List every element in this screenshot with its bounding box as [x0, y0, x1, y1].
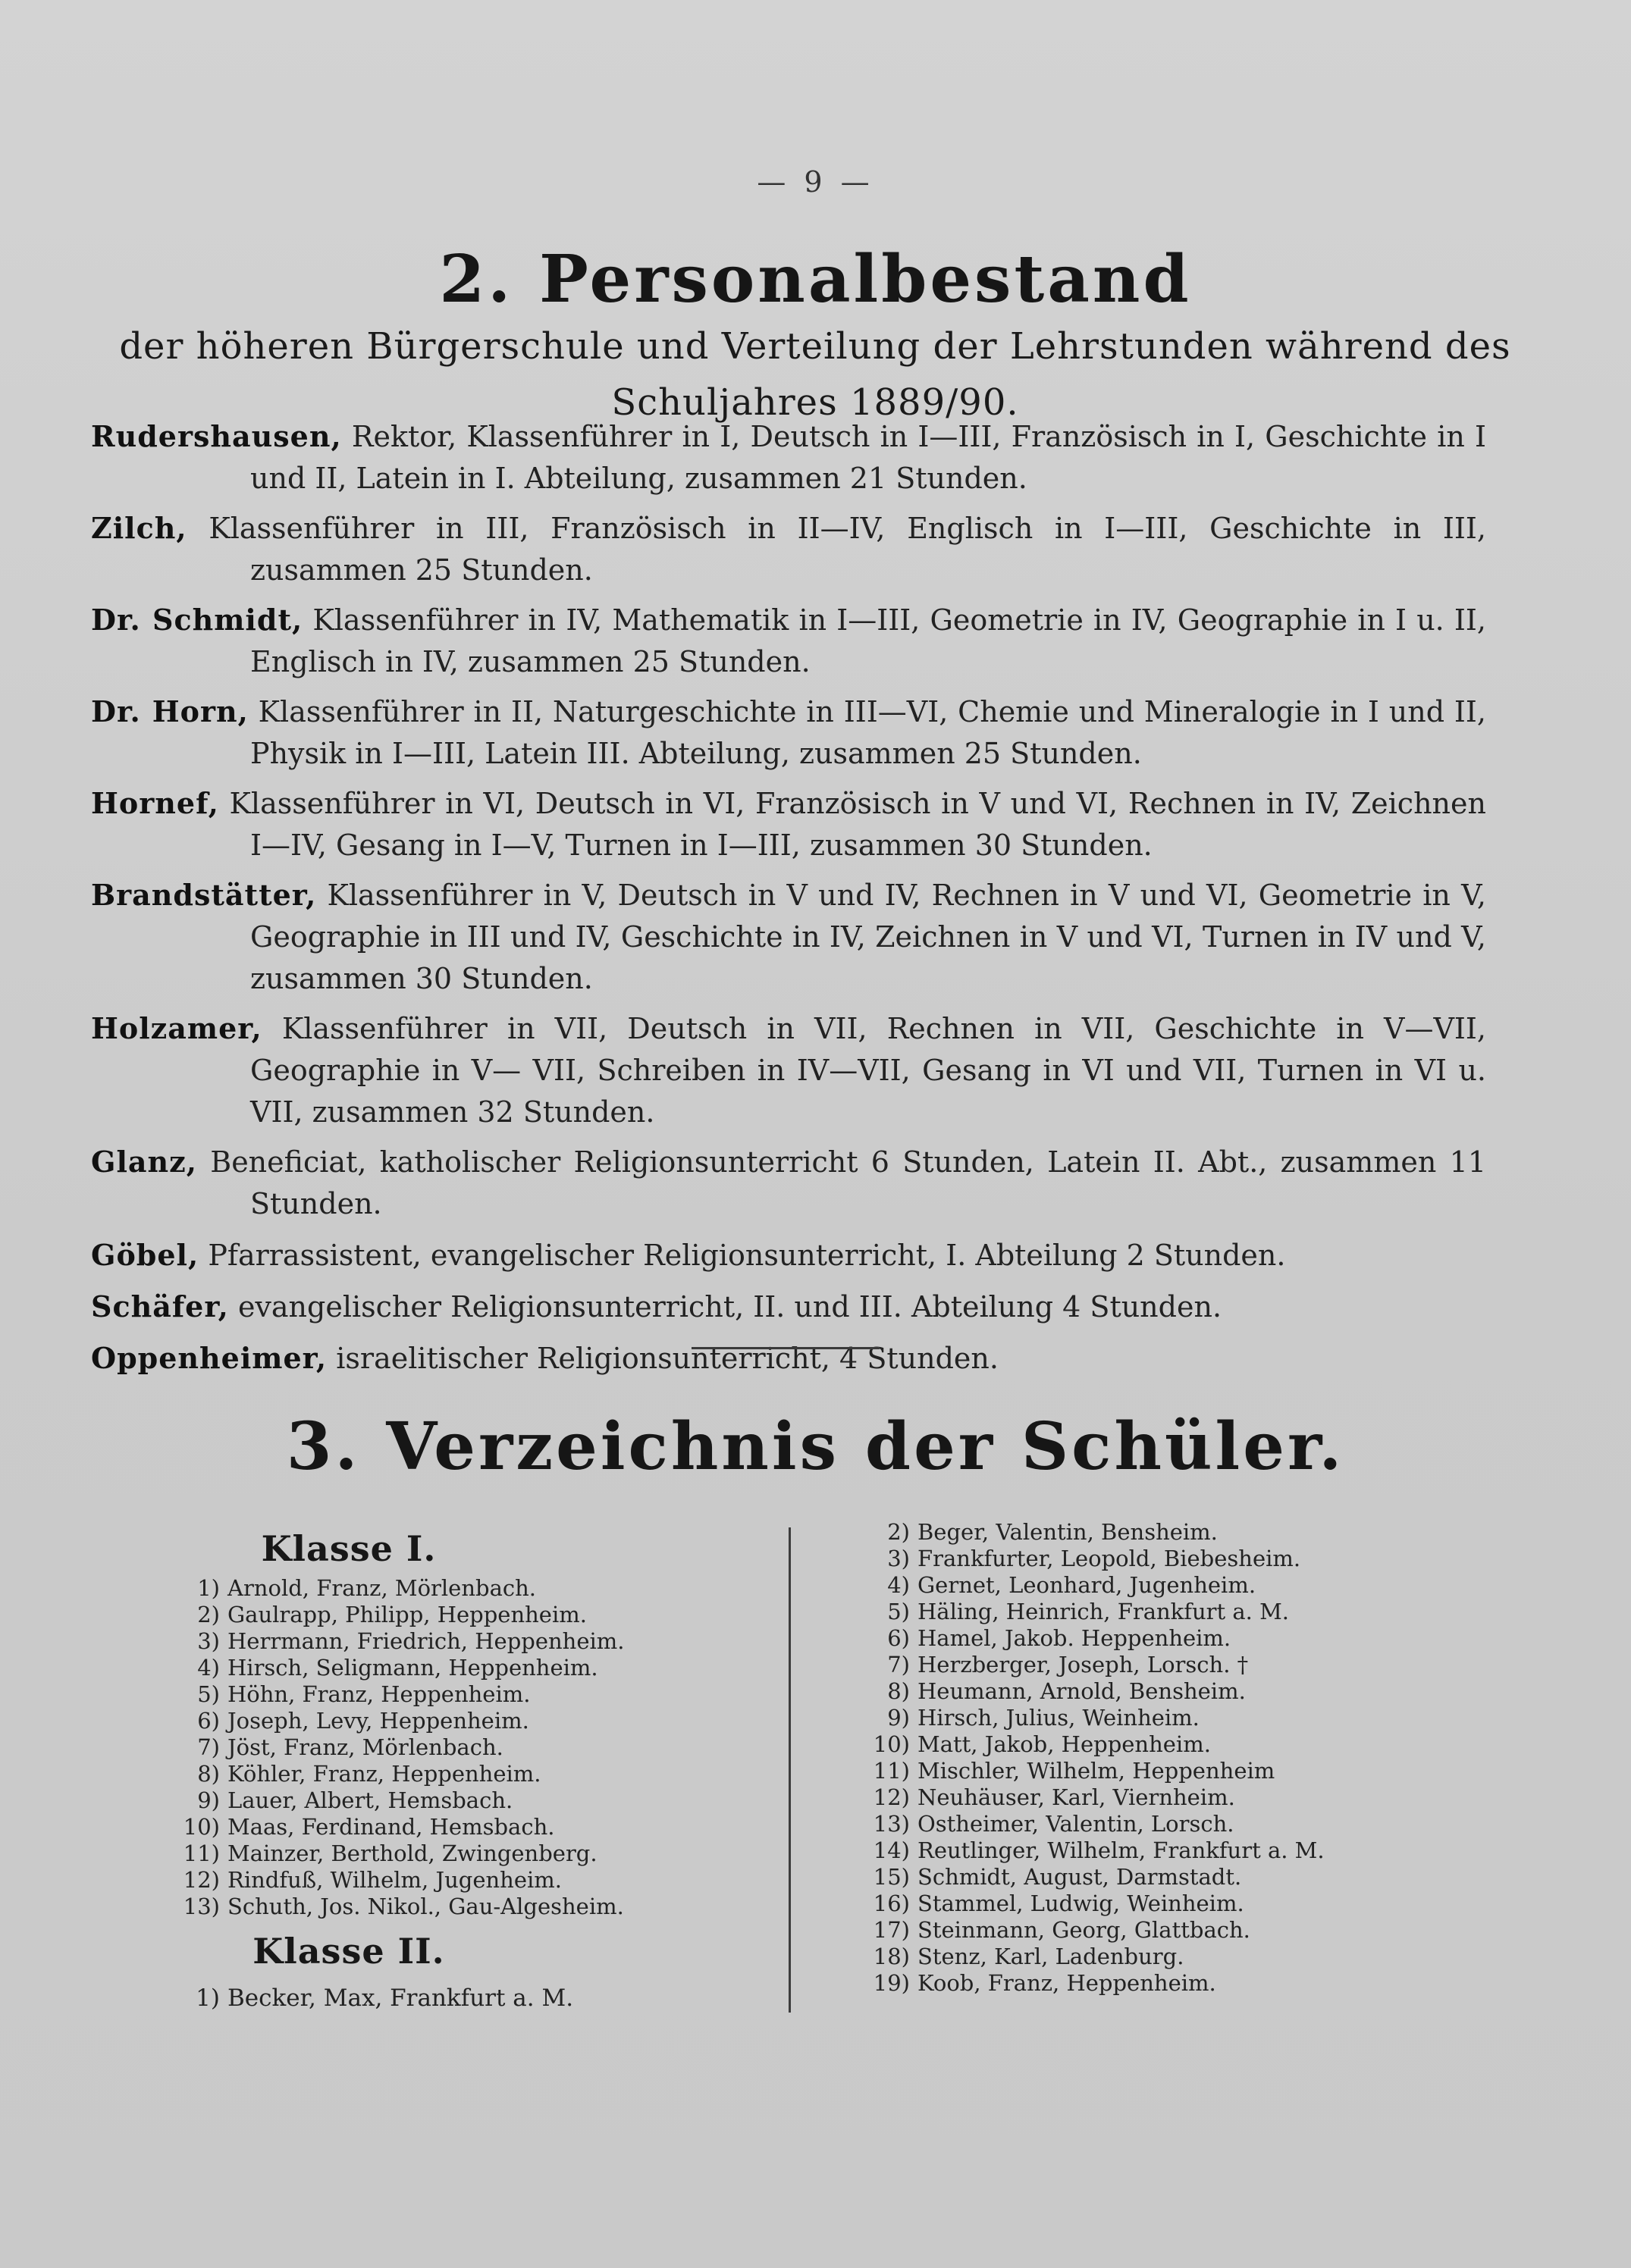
- section2-subtitle: der höheren Bürgerschule und Verteilung der Lehrstunden während des Schuljahres 1889/90.: [119, 325, 1511, 424]
- student-entry: Mischler, Wilhelm, Heppenheim: [917, 1758, 1275, 1784]
- staff-duties: Beneficiat, katholischer Religionsunterricht 6 Stunden, Latein II. Abt., zusammen 11 Stunden.: [210, 1145, 1486, 1220]
- klasse2-block: [152, 1925, 758, 2012]
- staff-entry: [91, 691, 1486, 775]
- student-number: 14): [873, 1837, 910, 1863]
- student-row: [834, 1784, 1517, 1811]
- staff-duties: Klassenführer in V, Deutsch in V und IV, Rechnen in V und VI, Geometrie in V, Geographie in III und IV, Geschichte in IV, Zeichnen in V und VI, Turnen in IV und V, zusammen 30 Stunden.: [250, 879, 1486, 995]
- student-entry: Schuth, Jos. Nikol., Gau-Algesheim.: [227, 1894, 624, 1919]
- student-entry: Stammel, Ludwig, Weinheim.: [917, 1891, 1244, 1916]
- student-row: [152, 1655, 758, 1681]
- student-number: 10): [183, 1814, 220, 1840]
- student-number: 9): [887, 1705, 910, 1731]
- student-number: 7): [887, 1652, 910, 1678]
- student-entry: Gaulrapp, Philipp, Heppenheim.: [227, 1602, 587, 1627]
- staff-name: Zilch,: [91, 511, 187, 545]
- student-row: [152, 1840, 758, 1867]
- student-row: [834, 1625, 1517, 1652]
- student-number: 8): [887, 1678, 910, 1704]
- student-entry: Maas, Ferdinand, Hemsbach.: [227, 1814, 555, 1840]
- student-row: [834, 1837, 1517, 1864]
- column-divider: [789, 1527, 791, 2013]
- student-number: 15): [873, 1864, 910, 1890]
- staff-name: Brandstätter,: [91, 878, 317, 912]
- student-number: 4): [887, 1572, 910, 1598]
- student-row: [152, 1985, 758, 2012]
- student-entry: Herzberger, Joseph, Lorsch. †: [917, 1652, 1249, 1678]
- student-number: 5): [197, 1681, 220, 1707]
- student-row: [834, 1970, 1517, 1997]
- student-number: 2): [197, 1602, 220, 1627]
- student-entry: Häling, Heinrich, Frankfurt a. M.: [917, 1599, 1290, 1624]
- staff-duties: israelitischer Religionsunterricht, 4 Stunden.: [336, 1342, 999, 1375]
- staff-name: Schäfer,: [91, 1289, 229, 1324]
- staff-entry: [91, 599, 1486, 683]
- staff-duties: evangelischer Religionsunterricht, II. und III. Abteilung 4 Stunden.: [237, 1290, 1222, 1324]
- student-row: [152, 1734, 758, 1761]
- student-entry: Beger, Valentin, Bensheim.: [917, 1519, 1218, 1545]
- student-number: 10): [873, 1731, 910, 1757]
- student-entry: Arnold, Franz, Mörlenbach.: [227, 1575, 537, 1601]
- student-entry: Höhn, Franz, Heppenheim.: [227, 1681, 531, 1707]
- student-row: [152, 1602, 758, 1628]
- student-entry: Frankfurter, Leopold, Biebesheim.: [917, 1546, 1301, 1571]
- student-number: 6): [887, 1625, 910, 1651]
- staff-duties: Klassenführer in II, Naturgeschichte in III—VI, Chemie und Mineralogie in I und II, Physik in I—III, Latein III. Abteilung, zusammen 25 Stunden.: [250, 695, 1486, 770]
- student-number: 3): [197, 1628, 220, 1654]
- student-number: 2): [887, 1519, 910, 1545]
- staff-duties: Pfarrassistent, evangelischer Religionsunterricht, I. Abteilung 2 Stunden.: [208, 1239, 1286, 1272]
- staff-duties: Klassenführer in III, Französisch in II—IV, Englisch in I—III, Geschichte in III, zusammen 25 Stunden.: [209, 512, 1486, 587]
- student-number: 11): [183, 1840, 220, 1866]
- section3-title: 3. Verzeichnis der Schüler.: [286, 1408, 1345, 1485]
- staff-duties: Klassenführer in VI, Deutsch in VI, Französisch in V und VI, Rechnen in IV, Zeichnen I—IV, Gesang in I—V, Turnen in I—III, zusammen 30 Stunden.: [229, 787, 1486, 862]
- student-entry: Matt, Jakob, Heppenheim.: [917, 1731, 1211, 1757]
- student-entry: Steinmann, Georg, Glattbach.: [917, 1917, 1250, 1943]
- student-entry: Becker, Max, Frankfurt a. M.: [227, 1984, 574, 2012]
- student-number: 3): [887, 1546, 910, 1571]
- student-row: [152, 1867, 758, 1894]
- staff-list: [91, 415, 1486, 1389]
- student-number: 1): [197, 1575, 220, 1601]
- staff-entry: [91, 874, 1486, 1000]
- student-row: [834, 1652, 1517, 1678]
- staff-entry: [91, 1234, 1486, 1277]
- klasse1-heading: Klasse I.: [261, 1528, 437, 1569]
- student-entry: Hamel, Jakob. Heppenheim.: [917, 1625, 1231, 1651]
- student-row: [834, 1572, 1517, 1599]
- student-entry: Rindfuß, Wilhelm, Jugenheim.: [227, 1867, 563, 1893]
- student-number: 12): [183, 1867, 220, 1893]
- student-row: [152, 1681, 758, 1708]
- page-number: — 9 —: [757, 165, 874, 199]
- student-number: 13): [183, 1894, 220, 1919]
- student-column-left: [152, 1522, 758, 2012]
- staff-entry: [91, 415, 1486, 500]
- staff-duties: Klassenführer in VII, Deutsch in VII, Rechnen in VII, Geschichte in V—VII, Geographie in V— VII, Schreiben in IV—VII, Gesang in VI und VII, Turnen in VI u. VII, zusammen 32 Stunden.: [250, 1012, 1486, 1129]
- staff-entry: [91, 1286, 1486, 1328]
- student-number: 18): [873, 1944, 910, 1969]
- student-entry: Stenz, Karl, Ladenburg.: [917, 1944, 1184, 1969]
- student-number: 7): [197, 1734, 220, 1760]
- staff-name: Göbel,: [91, 1238, 199, 1272]
- student-entry: Reutlinger, Wilhelm, Frankfurt a. M.: [917, 1837, 1325, 1863]
- student-number: 4): [197, 1655, 220, 1681]
- section-divider: [692, 1347, 880, 1349]
- student-row: [152, 1814, 758, 1840]
- student-row: [834, 1891, 1517, 1917]
- student-number: 17): [873, 1917, 910, 1943]
- student-entry: Joseph, Levy, Heppenheim.: [227, 1708, 529, 1734]
- staff-entry: [91, 782, 1486, 866]
- student-column-right: [834, 1519, 1517, 1997]
- staff-entry: [91, 507, 1486, 591]
- student-row: [152, 1575, 758, 1602]
- staff-name: Rudershausen,: [91, 419, 342, 453]
- student-row: [834, 1917, 1517, 1944]
- student-number: 19): [873, 1970, 910, 1996]
- student-row: [834, 1758, 1517, 1784]
- staff-name: Holzamer,: [91, 1011, 262, 1045]
- student-entry: Lauer, Albert, Hemsbach.: [227, 1787, 513, 1813]
- staff-name: Glanz,: [91, 1145, 197, 1179]
- student-entry: Heumann, Arnold, Bensheim.: [917, 1678, 1246, 1704]
- student-row: [834, 1864, 1517, 1891]
- klasse2-heading: Klasse II.: [252, 1931, 445, 1972]
- section2-title: 2. Personalbestand: [439, 241, 1192, 318]
- student-entry: Neuhäuser, Karl, Viernheim.: [917, 1784, 1235, 1810]
- student-number: 6): [197, 1708, 220, 1734]
- staff-duties: Klassenführer in IV, Mathematik in I—III, Geometrie in IV, Geographie in I u. II, Englisch in IV, zusammen 25 Stunden.: [250, 603, 1486, 678]
- student-row: [152, 1787, 758, 1814]
- student-row: [834, 1731, 1517, 1758]
- student-row: [152, 1761, 758, 1787]
- student-row: [834, 1599, 1517, 1625]
- student-row: [152, 1708, 758, 1734]
- student-row: [834, 1944, 1517, 1970]
- student-entry: Schmidt, August, Darmstadt.: [917, 1864, 1242, 1890]
- staff-name: Dr. Horn,: [91, 694, 249, 728]
- student-number: 11): [873, 1758, 910, 1784]
- staff-name: Oppenheimer,: [91, 1341, 328, 1375]
- student-number: 1): [196, 1984, 220, 2012]
- student-entry: Gernet, Leonhard, Jugenheim.: [917, 1572, 1256, 1598]
- student-row: [152, 1628, 758, 1655]
- staff-entry: [91, 1007, 1486, 1133]
- student-number: 8): [197, 1761, 220, 1787]
- student-entry: Koob, Franz, Heppenheim.: [917, 1970, 1216, 1996]
- student-row: [834, 1705, 1517, 1731]
- student-number: 12): [873, 1784, 910, 1810]
- student-entry: Ostheimer, Valentin, Lorsch.: [917, 1811, 1234, 1837]
- student-number: 16): [873, 1891, 910, 1916]
- staff-entry: [91, 1141, 1486, 1225]
- staff-name: Hornef,: [91, 786, 219, 820]
- student-entry: Köhler, Franz, Heppenheim.: [227, 1761, 541, 1787]
- student-number: 9): [197, 1787, 220, 1813]
- student-row: [834, 1811, 1517, 1837]
- student-row: [834, 1678, 1517, 1705]
- student-entry: Jöst, Franz, Mörlenbach.: [227, 1734, 503, 1760]
- student-number: 13): [873, 1811, 910, 1837]
- staff-duties: Rektor, Klassenführer in I, Deutsch in I—III, Französisch in I, Geschichte in I und II, Latein in I. Abteilung, zusammen 21 Stunden.: [250, 420, 1486, 495]
- student-number: 5): [887, 1599, 910, 1624]
- student-row: [834, 1519, 1517, 1546]
- staff-name: Dr. Schmidt,: [91, 603, 303, 637]
- student-entry: Mainzer, Berthold, Zwingenberg.: [227, 1840, 598, 1866]
- student-entry: Hirsch, Seligmann, Heppenheim.: [227, 1655, 598, 1681]
- student-row: [834, 1546, 1517, 1572]
- student-entry: Hirsch, Julius, Weinheim.: [917, 1705, 1200, 1731]
- student-row: [152, 1894, 758, 1920]
- staff-entry: [91, 1337, 1486, 1380]
- student-entry: Herrmann, Friedrich, Heppenheim.: [227, 1628, 625, 1654]
